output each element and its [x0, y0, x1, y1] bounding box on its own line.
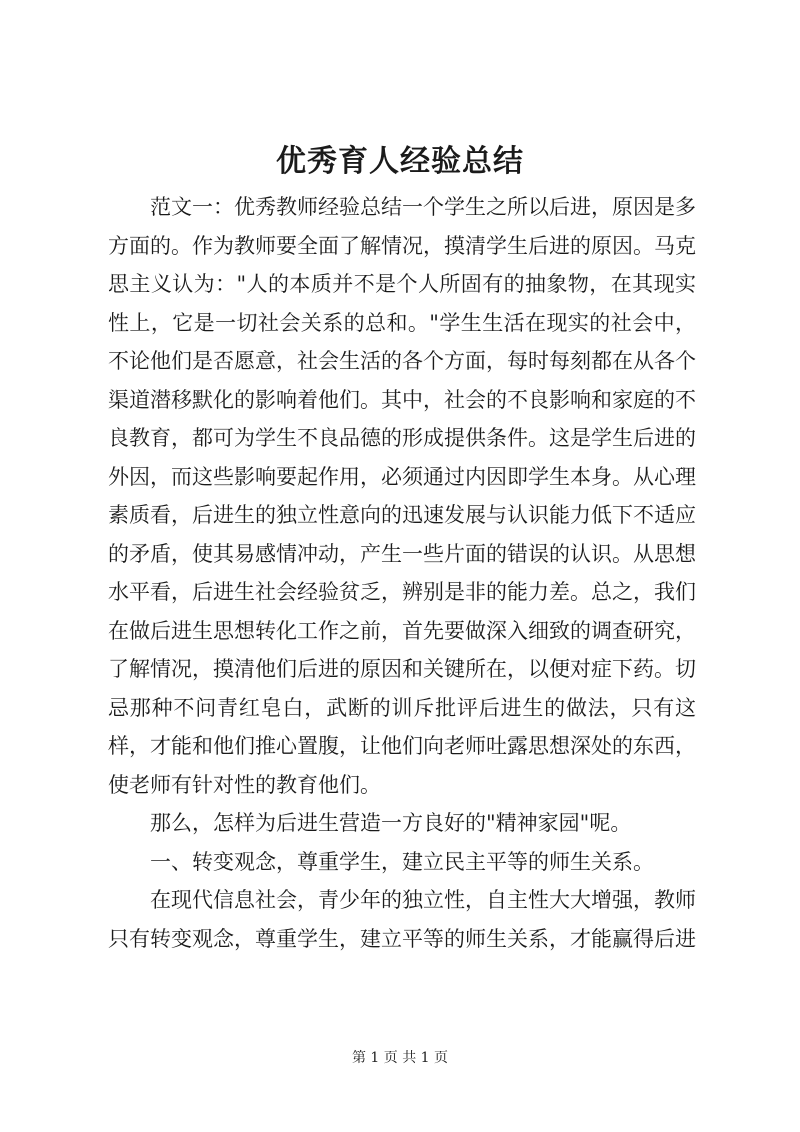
paragraph-1: 范文一：优秀教师经验总结一个学生之所以后进，原因是多方面的。作为教师要全面了解情况，摸清学生后进的原因。马克思主义认为："人的本质并不是个人所固有的抽象物，在其现实性上，它是一切社会关系的总和。"学生生活在现实的社会中，不论他们是否愿意，社会生活的各个方面，每时每刻都在从各个渠道潜移默化的影响着他们。其中，社会的不良影响和家庭的不良教育，都可为学生不良品德的形成提供条件。这是学生后进的外因，而这些影响要起作用，必须通过内因即学生本身。从心理素质看，后进生的独立性意向的迅速发展与认识能力低下不适应的矛盾，使其易感情冲动，产生一些片面的错误的认识。从思想水平看，后进生社会经验贫乏，辨别是非的能力差。总之，我们在做后进生思想转化工作之前，首先要做深入细致的调查研究，了解情况，摸清他们后进的原因和关键所在，以便对症下药。切忌那种不问青红皂白，武断的训斥批评后进生的做法，只有这样，才能和他们推心置腹，让他们向老师吐露思想深处的东西，使老师有针对性的教育他们。 [108, 195, 696, 797]
document-body [108, 188, 696, 958]
document-title: 优秀育人经验总结 [276, 144, 524, 179]
paragraph-3: 一、转变观念，尊重学生，建立民主平等的师生关系。 [150, 849, 654, 874]
page-footer: 第 1 页 共 1 页 [351, 1050, 449, 1066]
paragraph-2: 那么，怎样为后进生营造一方良好的"精神家园"呢。 [150, 811, 632, 835]
paragraph-4: 在现代信息社会，青少年的独立性，自主性大大增强，教师只有转变观念，尊重学生，建立平等的师生关系，才能赢得后进 [108, 888, 696, 951]
